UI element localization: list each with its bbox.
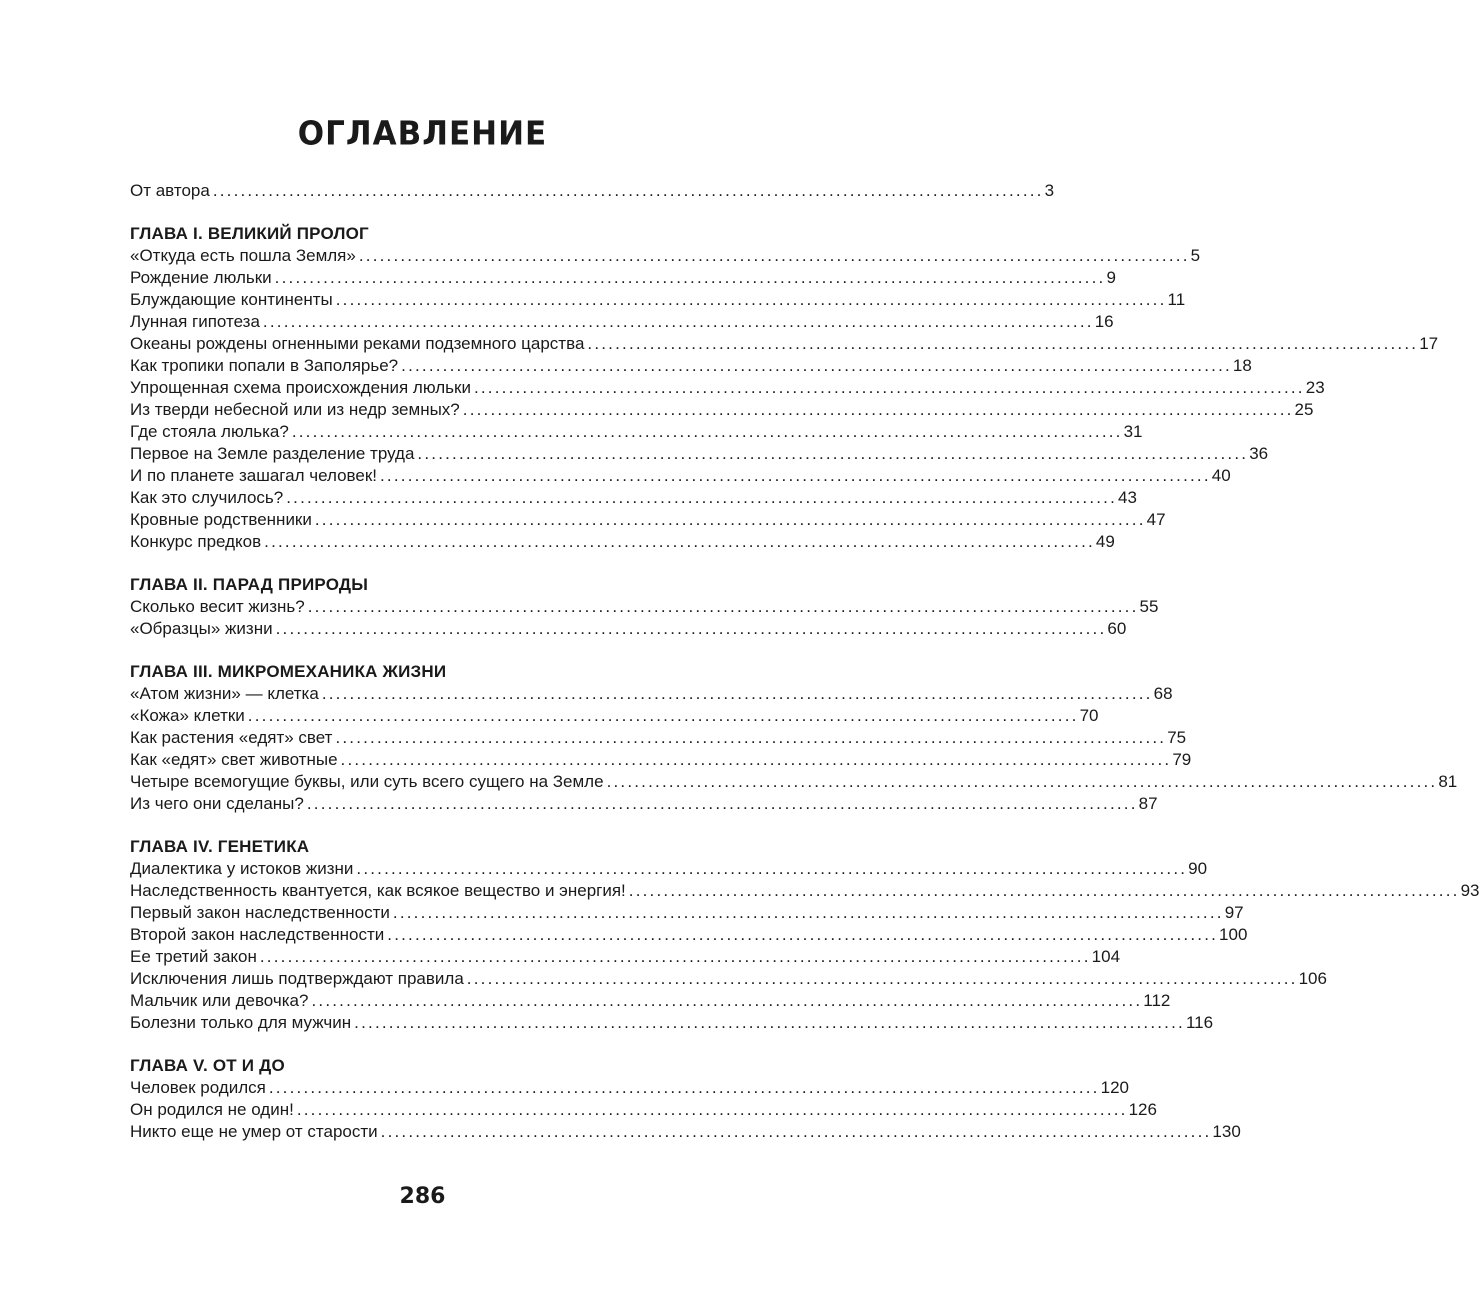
toc-entry-page: 87 [1138,794,1158,813]
toc-entry-page: 120 [1100,1078,1129,1097]
toc-entry-label: Как это случилось? [130,487,286,509]
toc-entry-label: Океаны рождены огненными реками подземного царства [130,333,587,355]
leader-dots: ........................................................................................................................ [275,619,1107,638]
toc-entry-page: 43 [1118,488,1137,507]
chapter-heading: ГЛАВА II. ПАРАД ПРИРОДЫ [130,575,369,594]
toc-entry-page: 112 [1143,991,1171,1010]
toc-entry [130,487,1137,509]
toc-entry-label: Из тверди небесной или из недр земных? [130,399,463,421]
toc-entry-label: Где стояла люлька? [130,421,292,443]
toc-entry-page: 81 [1438,772,1458,791]
toc-entry [130,990,1171,1012]
toc-entry [130,727,1187,749]
leader-dots: ........................................................................................................................ [335,728,1167,747]
leader-dots: ........................................................................................................................ [262,312,1094,331]
table-of-contents [130,180,1479,1143]
leader-dots: ........................................................................................................................ [354,1013,1185,1032]
leader-dots: ........................................................................................................................ [291,422,1123,441]
toc-entry-page: 49 [1095,532,1115,551]
leader-dots: ........................................................................................................................ [606,772,1438,791]
leader-dots: ........................................................................................................................ [212,181,1044,200]
leader-dots: ........................................................................................................................ [264,532,1095,551]
toc-entry-page: 60 [1107,619,1127,638]
toc-entry-page: 25 [1294,400,1314,419]
toc-entry [130,1012,1214,1034]
toc-entry [130,968,1327,990]
toc-entry-label: Наследственность квантуется, как всякое вещество и энергия! [130,880,629,902]
toc-entry-page: 130 [1212,1122,1241,1141]
leader-dots: ........................................................................................................................ [462,400,1294,419]
leader-dots: ........................................................................................................................ [358,246,1190,265]
leader-dots: ........................................................................................................................ [473,378,1305,397]
toc-entry-page: 3 [1044,181,1055,200]
toc-entry-page: 18 [1232,356,1252,375]
toc-entry [130,705,1099,727]
toc-entry-label: Диалектика у истоков жизни [130,858,356,880]
leader-dots: ........................................................................................................................ [307,597,1139,616]
toc-entry-page: 79 [1172,750,1192,769]
toc-entry-label: Болезни только для мужчин [130,1012,354,1034]
leader-dots: ........................................................................................................................ [380,466,1211,485]
toc-entry [130,683,1173,705]
toc-entry-page: 9 [1106,268,1116,287]
toc-entry-label: От автора [130,180,213,202]
toc-entry-page: 68 [1153,684,1173,703]
toc-entry [130,333,1439,355]
toc-entry [130,377,1325,399]
leader-dots: ........................................................................................................................ [628,881,1460,900]
leader-dots: ........................................................................................................................ [321,684,1153,703]
toc-entry [130,749,1192,771]
toc-entry-label: Конкурс предков [130,531,264,553]
toc-entry-label: Блуждающие континенты [130,289,336,311]
leader-dots: ........................................................................................................................ [296,1100,1128,1119]
toc-entry-label: Ее третий закон [130,946,260,968]
leader-dots: ........................................................................................................................ [401,356,1232,375]
chapters-list [130,223,1479,1143]
toc-entry [130,531,1115,553]
toc-entry-label: Сколько весит жизнь? [130,596,308,618]
toc-entry-page: 5 [1190,246,1201,265]
toc-entry-page: 97 [1224,903,1244,922]
toc-entry-page: 55 [1139,597,1159,616]
toc-entry-label: Как растения «едят» свет [130,727,335,749]
toc-entry-label: «Образцы» жизни [130,618,276,640]
chapter-heading: ГЛАВА III. МИКРОМЕХАНИКА ЖИЗНИ [130,662,447,681]
toc-entry [130,399,1314,421]
toc-entry [130,1099,1157,1121]
toc-entry-label: Исключения лишь подтверждают правила [130,968,467,990]
leader-dots: ........................................................................................................................ [417,444,1249,463]
toc-entry [130,355,1252,377]
leader-dots: ........................................................................................................................ [259,947,1091,966]
leader-dots: ........................................................................................................................ [466,969,1298,988]
chapter-heading: ГЛАВА IV. ГЕНЕТИКА [130,837,310,856]
page-title: ОГЛАВЛЕНИЕ [297,115,548,153]
leader-dots: ........................................................................................................................ [311,991,1143,1010]
toc-entry-page: 23 [1305,378,1325,397]
toc-entry-label: Из чего они сделаны? [130,793,307,815]
toc-entry-page: 70 [1079,706,1099,725]
chapter-heading: ГЛАВА V. ОТ И ДО [130,1056,285,1075]
leader-dots: ........................................................................................................................ [387,925,1219,944]
toc-entry-label: Как тропики попали в Заполярье? [130,355,401,377]
toc-entry [130,509,1166,531]
leader-dots: ........................................................................................................................ [268,1078,1100,1097]
toc-entry-label: Первое на Земле разделение труда [130,443,417,465]
toc-entry [130,289,1186,311]
toc-entry-label: Никто еще не умер от старости [130,1121,381,1143]
toc-entry-label: Упрощенная схема происхождения люльки [130,377,474,399]
toc-entry [130,596,1159,618]
page-number: 286 [399,1184,446,1209]
toc-entry-page: 31 [1123,422,1143,441]
toc-entry-page: 93 [1460,881,1479,900]
toc-entry-page: 90 [1188,859,1208,878]
toc-entry-page: 40 [1211,466,1231,485]
toc-entry [130,465,1231,487]
toc-entry-page: 104 [1091,947,1121,966]
toc-entry-label: Мальчик или девочка? [130,990,311,1012]
leader-dots: ........................................................................................................................ [274,268,1106,287]
toc-entry-label: Рождение люльки [130,267,275,289]
toc-entry-page: 116 [1185,1013,1214,1032]
toc-entry [130,902,1244,924]
toc-entry-page: 126 [1128,1100,1157,1119]
leader-dots: ........................................................................................................................ [247,706,1079,725]
toc-entry-page: 106 [1298,969,1327,988]
leader-dots: ........................................................................................................................ [286,488,1118,507]
toc-entry [130,618,1127,640]
toc-entry-label: Первый закон наследственности [130,902,393,924]
toc-entry-page: 11 [1167,290,1186,309]
toc-entry-page: 100 [1219,925,1248,944]
toc-entry-label: «Откуда есть пошла Земля» [130,245,359,267]
leader-dots: ........................................................................................................................ [314,510,1146,529]
toc-entry-page: 75 [1167,728,1187,747]
leader-dots: ........................................................................................................................ [340,750,1172,769]
toc-entry-label: И по планете зашагал человек! [130,465,380,487]
toc-entry [130,924,1248,946]
toc-entry-label: Второй закон наследственности [130,924,387,946]
toc-entry [130,946,1121,968]
leader-dots: ........................................................................................................................ [587,334,1419,353]
toc-entry [130,267,1116,289]
toc-entry [130,443,1269,465]
toc-entry-label: Как «едят» свет животные [130,749,341,771]
leader-dots: ........................................................................................................................ [306,794,1138,813]
toc-entry-label: Четыре всемогущие буквы, или суть всего сущего на Земле [130,771,607,793]
toc-entry-label: Человек родился [130,1077,269,1099]
toc-entry-page: 36 [1249,444,1269,463]
chapter-heading: ГЛАВА I. ВЕЛИКИЙ ПРОЛОГ [130,224,369,243]
toc-entry [130,880,1479,902]
toc-entry-page: 47 [1146,510,1166,529]
toc-entry [130,421,1143,443]
toc-entry-label: «Кожа» клетки [130,705,248,727]
toc-entry [130,1121,1241,1143]
toc-entry [130,245,1201,267]
toc-entry-page: 17 [1419,334,1439,353]
toc-entry-label: Лунная гипотеза [130,311,263,333]
toc-entry [130,858,1208,880]
leader-dots: ........................................................................................................................ [335,290,1167,309]
toc-entry-label: «Атом жизни» — клетка [130,683,322,705]
toc-entry [130,1077,1129,1099]
toc-entry [130,311,1114,333]
toc-entry-label: Кровные родственники [130,509,315,531]
leader-dots: ........................................................................................................................ [392,903,1224,922]
leader-dots: ........................................................................................................................ [380,1122,1212,1141]
toc-entry-page: 16 [1094,312,1114,331]
toc-entry-label: Он родился не один! [130,1099,297,1121]
toc-entry-intro [130,180,1055,202]
toc-entry [130,771,1458,793]
leader-dots: ........................................................................................................................ [356,859,1188,878]
toc-entry [130,793,1158,815]
